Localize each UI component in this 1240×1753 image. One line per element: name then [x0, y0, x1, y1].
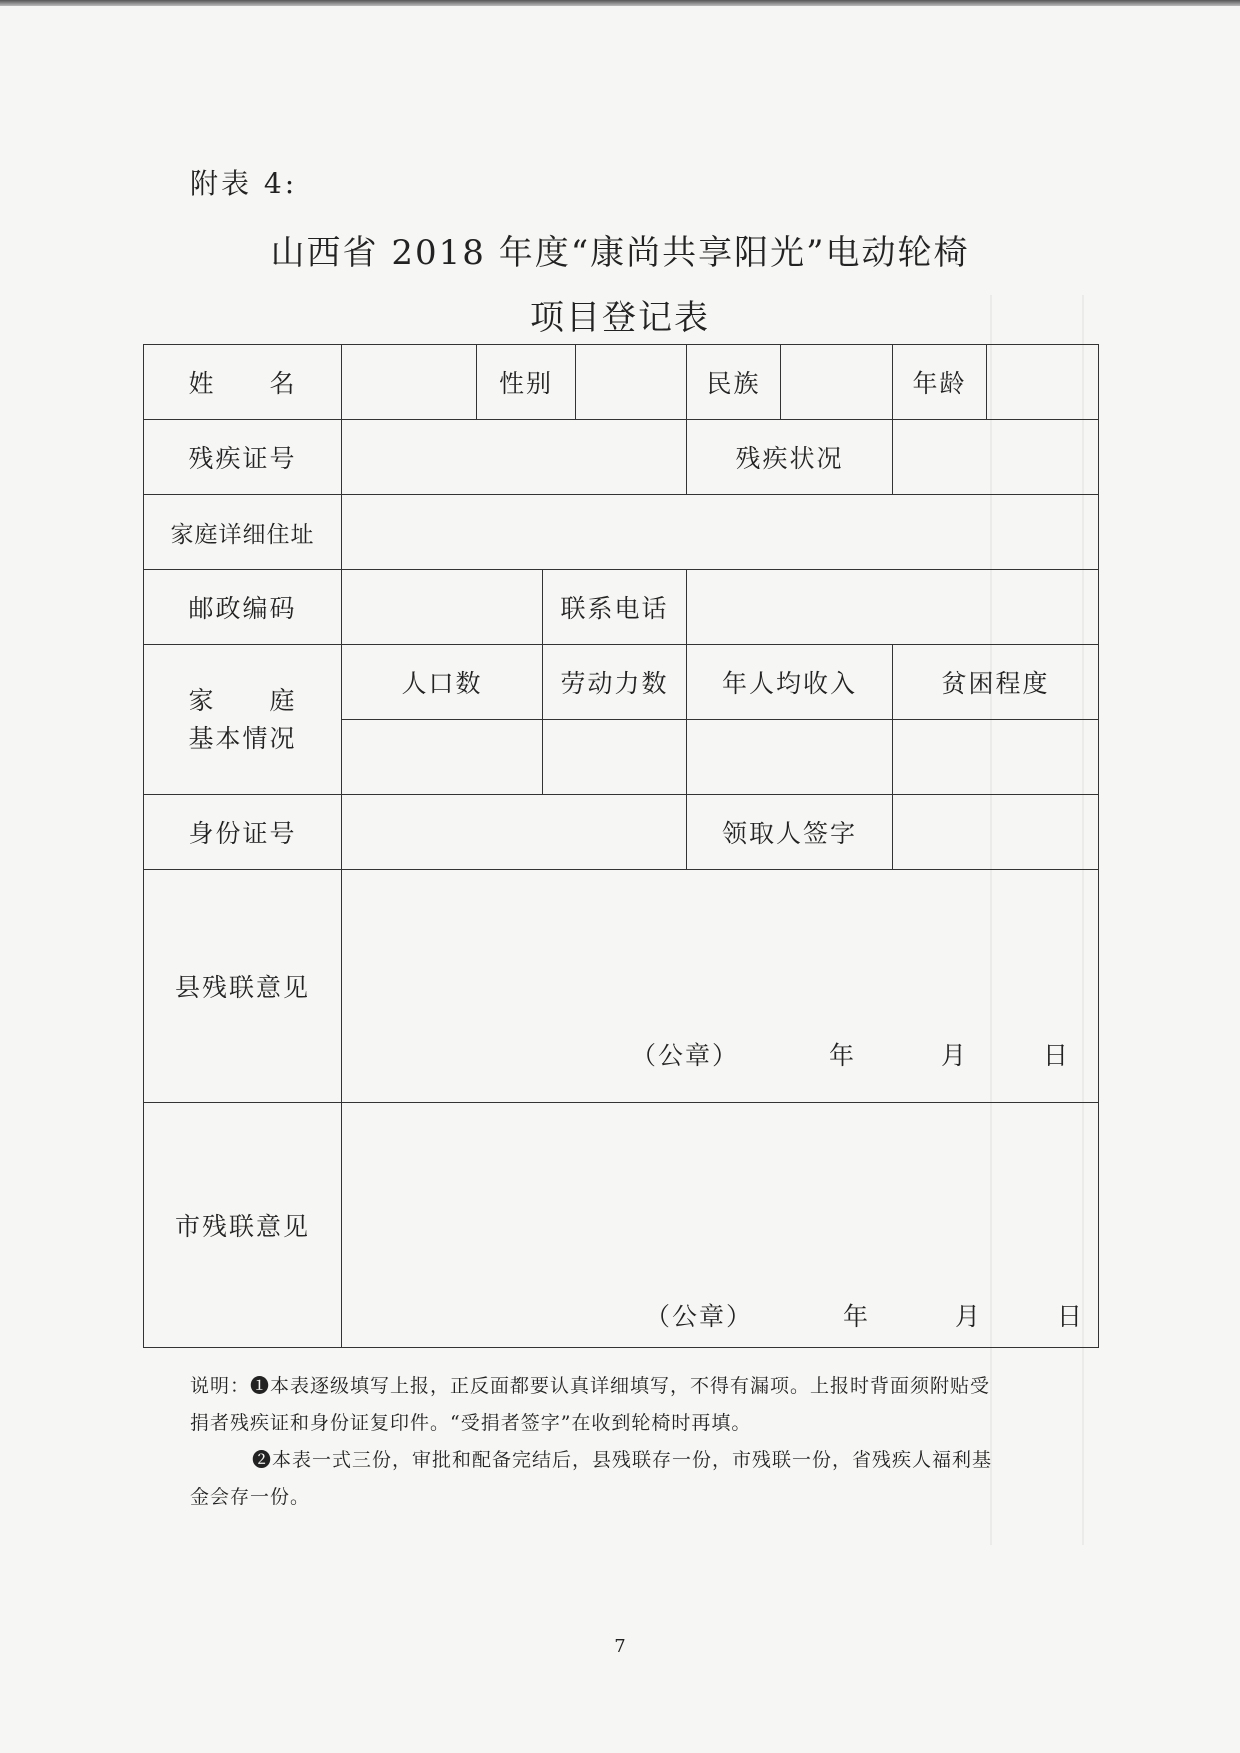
row-basic-info [144, 345, 1099, 420]
county-month: 月 [940, 1041, 968, 1070]
city-year: 年 [842, 1302, 870, 1331]
postcode-field[interactable] [342, 570, 543, 645]
notes [190, 1368, 1055, 1516]
notes-line-2: 捐者残疾证和身份证复印件。“受捐者签字”在收到轮椅时再填。 [190, 1412, 752, 1434]
city-seal: （公章） [644, 1302, 753, 1331]
city-day: 日 [1057, 1302, 1085, 1331]
form-subtitle: 项目登记表 [530, 298, 710, 338]
row-family-headers [144, 645, 1099, 720]
gender-label: 性别 [477, 345, 576, 420]
name-field[interactable] [342, 345, 477, 420]
notes-line-4: 金会存一份。 [190, 1486, 311, 1508]
population-label: 人口数 [342, 645, 543, 720]
postcode-label: 邮政编码 [144, 570, 342, 645]
age-label: 年龄 [893, 345, 987, 420]
poverty-field[interactable] [893, 720, 1099, 795]
disability-cert-label: 残疾证号 [144, 420, 342, 495]
phone-field[interactable] [687, 570, 1099, 645]
population-field[interactable] [342, 720, 543, 795]
family-label-line1: 家 庭 [188, 685, 297, 715]
labor-label: 劳动力数 [543, 645, 687, 720]
row-contact [144, 570, 1099, 645]
city-opinion-label: 市残联意见 [144, 1103, 342, 1348]
page-number: 7 [614, 1636, 626, 1657]
gender-field[interactable] [576, 345, 687, 420]
id-label: 身份证号 [144, 795, 342, 870]
city-month: 月 [954, 1302, 982, 1331]
family-label-line2: 基本情况 [188, 723, 297, 753]
county-day: 日 [1043, 1041, 1071, 1070]
notes-line-1: 说明：❶本表逐级填写上报，正反面都要认真详细填写，不得有漏项。上报时背面须附贴受 [190, 1375, 991, 1397]
row-county-opinion [144, 870, 1099, 1103]
city-opinion-field[interactable] [342, 1103, 1099, 1348]
address-field[interactable] [342, 495, 1099, 570]
disability-cert-field[interactable] [342, 420, 687, 495]
row-address [144, 495, 1099, 570]
notes-line-3: ❷本表一式三份，审批和配备完结后，县残联存一份，市残联一份，省残疾人福利基 [252, 1449, 993, 1471]
id-field[interactable] [342, 795, 687, 870]
county-seal: （公章） [630, 1041, 739, 1070]
county-seal-date [631, 1036, 1070, 1072]
labor-field[interactable] [543, 720, 687, 795]
disability-status-label: 残疾状况 [687, 420, 893, 495]
row-id [144, 795, 1099, 870]
registration-form-table [143, 344, 1099, 1348]
family-info-label [144, 645, 342, 795]
scan-edge [0, 0, 1240, 6]
annex-label: 附表 4: [190, 167, 298, 200]
ethnicity-label: 民族 [687, 345, 781, 420]
disability-status-field[interactable] [893, 420, 1099, 495]
phone-label: 联系电话 [543, 570, 687, 645]
signature-label: 领取人签字 [687, 795, 893, 870]
age-field[interactable] [987, 345, 1099, 420]
ethnicity-field[interactable] [781, 345, 893, 420]
county-opinion-label: 县残联意见 [144, 870, 342, 1103]
income-label: 年人均收入 [687, 645, 893, 720]
poverty-label: 贫困程度 [893, 645, 1099, 720]
county-year: 年 [828, 1041, 856, 1070]
name-label: 姓 名 [144, 345, 342, 420]
form-title: 山西省 2018 年度“康尚共享阳光”电动轮椅 [270, 233, 970, 273]
row-disability [144, 420, 1099, 495]
county-opinion-field[interactable] [342, 870, 1099, 1103]
signature-field[interactable] [893, 795, 1099, 870]
row-city-opinion [144, 1103, 1099, 1348]
address-label: 家庭详细住址 [144, 495, 342, 570]
income-field[interactable] [687, 720, 893, 795]
city-seal-date [645, 1297, 1084, 1333]
